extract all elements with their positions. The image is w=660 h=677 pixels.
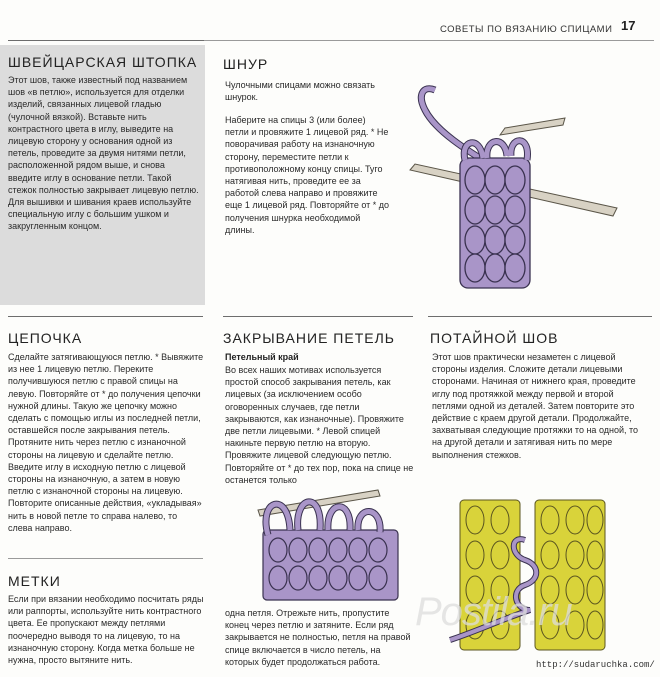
cord-body: [460, 158, 530, 288]
cord-illustration: [405, 70, 635, 300]
cord-intro: Чулочными спицами можно связать шнурок.: [225, 80, 375, 103]
watermark-url: http://sudaruchka.com/: [536, 660, 655, 670]
chain-title: ЦЕПОЧКА: [8, 330, 83, 346]
watermark-logo: Postila.ru: [415, 590, 572, 634]
bind-off-rule: [223, 316, 413, 317]
bind-off-text-continued: одна петля. Отрежьте нить, пропустите конец через петлю и затяните. Если ряд закрывается не полностью, петля на правой спице включается в число петель, на которых будет продолжаться работа.: [225, 608, 411, 667]
bind-off-text: Во всех наших мотивах используется простой способ закрывания петель, как лицевых (за исключением особо оговоренных случаев, где петли закрываются, как изнаночные). Провяжите две петли лицевыми. * Левой спицей накиньте первую петлю на вторую. Провяжите лицевой следующую петлю. Повторяйте от * до тех пор, пока на спице не останется только: [225, 365, 414, 485]
invisible-seam-text: Этот шов практически незаметен с лицевой стороны изделия. Сложите детали лицевыми сторонами. Начиная от нижнего края, проведите иглу под протяжкой между первой и второй петлями одной из деталей. Затем повторите это действие с краем другой детали. Продолжайте, захватывая следующие протяжки то на одной, то на другой детали и затягивая нить по мере выполнения стежков.: [432, 352, 639, 460]
invisible-seam-rule: [428, 316, 652, 317]
running-head: СОВЕТЫ ПО ВЯЗАНИЮ СПИЦАМИ: [440, 24, 613, 35]
top-rule-left: [8, 40, 204, 41]
chain-rule: [8, 316, 203, 317]
swiss-darning-title: ШВЕЙЦАРСКАЯ ШТОПКА: [8, 54, 198, 70]
markers-text: Если при вязании необходимо посчитать ряды или раппорты, используйте нить контрастного цвета. Ее пропускают между петлями поочередно выводя то на лицевую, то на изнаночную сторону. Когда метка больше не нужна, просто вытяните нить.: [8, 594, 204, 666]
top-rule-right: [204, 40, 654, 41]
markers-rule: [8, 558, 203, 559]
bind-off-illustration: [228, 470, 413, 605]
markers-title: МЕТКИ: [8, 573, 61, 589]
bind-off-fabric: [263, 530, 398, 600]
swiss-darning-text: Этот шов, также известный под названием шов «в петлю», используется для отделки изделий, связанных лицевой гладью (чулочной вязкой). Вставьте нить контрастного цвета в иглу, выведите на лицевую сторону у основания одной из петель, проведите за двумя нитями петли, расположенной рядом выше, и снова введите иглу в основание петли. Такой стежок полностью закрывает лицевую петлю. Для вышивки и шивания краев используйте специальную иглу с большим ушком и закругленным концом.: [8, 75, 199, 232]
cord-title: ШНУР: [223, 56, 269, 72]
cord-text: Наберите на спицы 3 (или более) петли и провяжите 1 лицевой ряд. * Не поворачивая работу на изнаночную сторону, переместите петли к противоположному концу спицы. Туго натягивая нить, проведите ее за работой слева направо и провяжите еще 1 лицевой ряд. Повторяйте от * до получения шнурка необходимой длины.: [225, 115, 390, 235]
invisible-seam-title: ПОТАЙНОЙ ШОВ: [430, 330, 559, 346]
chain-text: Сделайте затягивающуюся петлю. * Вывяжите из нее 1 лицевую петлю. Переките получившуюся петлю с правой спицы на левую. Повторяйте от * до получения цепочки нужной длины. Такую же цепочку можно сделать с помощью иглы из последней петли, оставшейся после закрывания петель. Протяните нить через петлю с изнаночной стороны на лицевую и сделайте петлю. Введите иглу в исходную петлю с лицевой стороны на изнаночную, а затем в новую петлю с изнаночной стороны на лицевую. Повторите описанные действия, «укладывая» нить в новой петле то справа налево, то слева направо.: [8, 352, 204, 533]
bind-off-subhead: Петельный край: [225, 352, 299, 362]
bind-off-title: ЗАКРЫВАНИЕ ПЕТЕЛЬ: [223, 330, 395, 346]
page-number: 17: [621, 18, 636, 33]
